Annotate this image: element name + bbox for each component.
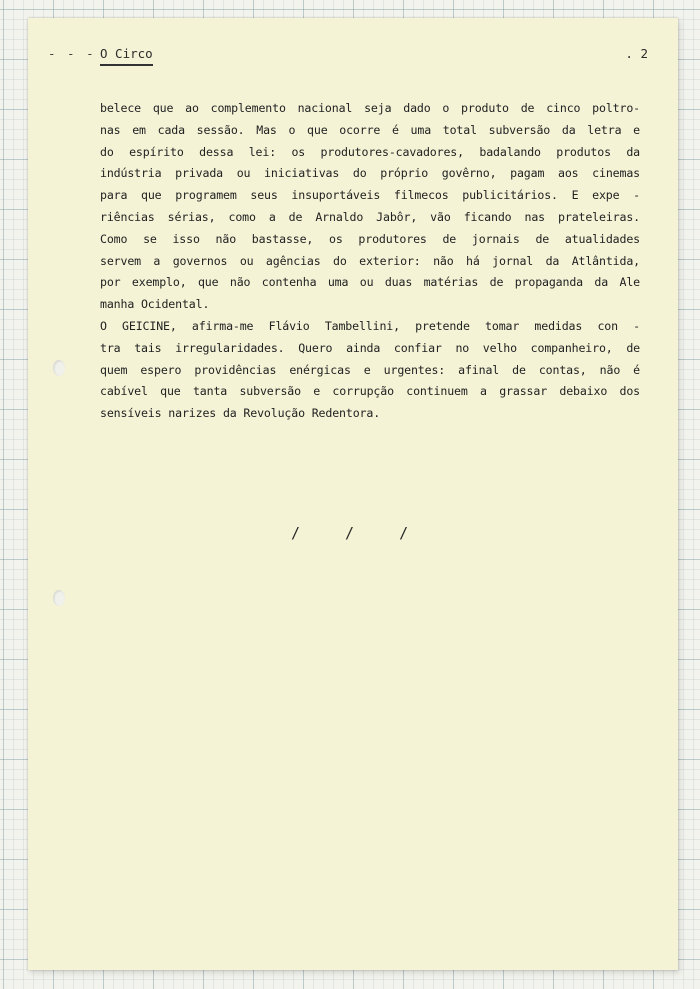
header-dashes: - - - (48, 46, 96, 61)
text-line: Como se isso não bastasse, os produtores de jornais de atualidades (100, 231, 640, 246)
page-header (48, 46, 648, 66)
body-text (100, 98, 640, 425)
text-line: cabível que tanta subversão e corrupção continuem a grassar debaixo dos (100, 384, 640, 399)
document-page (28, 18, 678, 970)
text-line: O GEICINE, afirma-me Flávio Tambellini, pretende tomar medidas con - (100, 318, 640, 333)
text-line: quem espero providências enérgicas e urgentes: afinal de contas, não é (100, 362, 640, 377)
text-line: sensíveis narizes da Revolução Redentora. (100, 406, 381, 421)
text-line: belece que ao complemento nacional seja dado o produto de cinco poltro- (100, 101, 640, 115)
text-line: indústria privada ou iniciativas do próprio govêrno, pagam aos cinemas (100, 166, 640, 181)
text-line: tra tais irregularidades. Quero ainda confiar no velho companheiro, de (100, 340, 640, 355)
text-line: do espírito dessa lei: os produtores-cavadores, badalando produtos da (100, 144, 640, 159)
end-mark: / / / (291, 524, 427, 542)
text-line: servem a governos ou agências do exterior: não há jornal da Atlântida, (100, 253, 640, 268)
text-line: manha Ocidental. (100, 297, 210, 312)
text-line: por exemplo, que não contenha uma ou duas matérias de propaganda da Ale (100, 275, 640, 290)
text-line: para que programem seus insuportáveis filmecos publicitários. E expe - (100, 188, 640, 203)
text-line: riências sérias, como a de Arnaldo Jabôr, vão ficando nas prateleiras. (100, 209, 640, 224)
punch-hole (53, 360, 65, 376)
text-line: nas em cada sessão. Mas o que ocorre é uma total subversão da letra e (100, 122, 640, 137)
page-number: . 2 (625, 46, 648, 61)
punch-hole (53, 590, 65, 606)
page-title: O Circo (100, 46, 153, 66)
